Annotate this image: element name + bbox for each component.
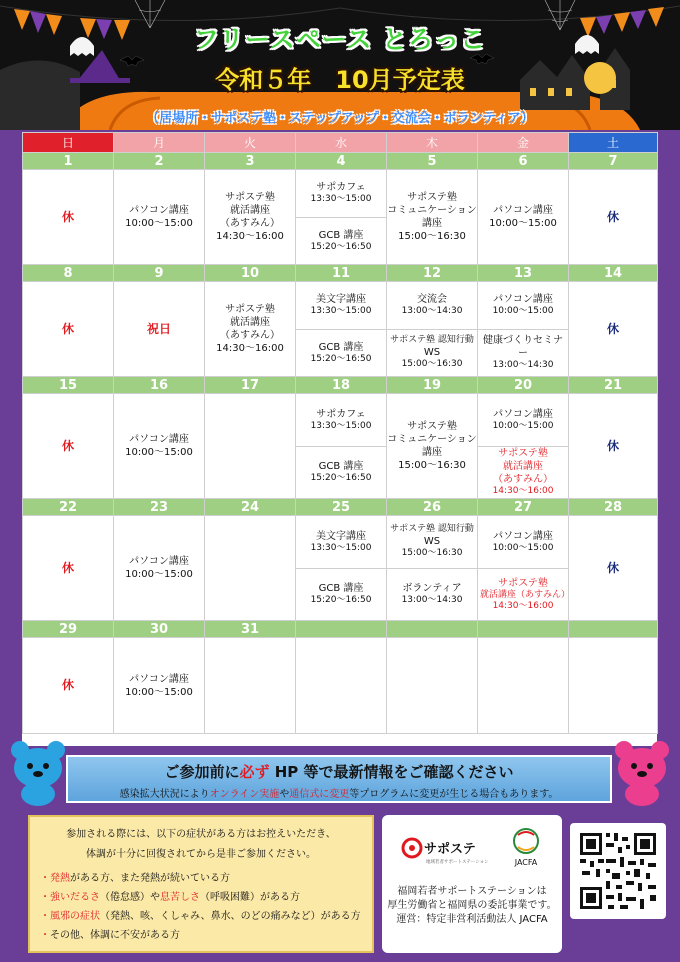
notice-headline [68, 761, 610, 782]
event-text: サポステ塾 [225, 192, 275, 203]
event-text: 13:30〜15:00 [310, 306, 372, 317]
holiday-label: 休 [606, 438, 619, 453]
event-text: 15:20〜16:50 [310, 353, 372, 364]
notice-line1-post: HP 等で最新情報をご確認ください [269, 763, 514, 781]
event-text: 13:30〜15:00 [310, 542, 372, 553]
date-row [23, 153, 658, 170]
org-line-3: 運営：特定非営利活動法人 JACFA [396, 914, 548, 925]
event-top [296, 170, 386, 217]
day-cell [387, 638, 478, 734]
holiday-label: 休 [606, 209, 619, 224]
event-bottom [296, 446, 386, 499]
date-number [296, 621, 387, 638]
day-cell [23, 638, 114, 734]
date-row [23, 499, 658, 516]
date-number: 23 [114, 499, 205, 516]
day-cell [569, 282, 658, 377]
day-cell [205, 638, 296, 734]
date-number: 12 [387, 265, 478, 282]
date-number: 8 [23, 265, 114, 282]
notice-line2-pre: 感染拡大状況により [119, 789, 210, 800]
events-row [23, 516, 658, 621]
date-number [569, 621, 658, 638]
day-cell [569, 394, 658, 499]
date-number: 6 [478, 153, 569, 170]
date-number: 2 [114, 153, 205, 170]
notice-banner [66, 755, 612, 803]
event-text: （あすみん） [220, 218, 280, 229]
event-text: 10:00〜15:00 [492, 542, 554, 553]
qr-code-icon [570, 823, 666, 919]
date-number: 19 [387, 377, 478, 394]
notice-line1-pre: ご参加前に [164, 763, 240, 781]
event-text: サポステ塾 [225, 304, 275, 315]
day-cell [205, 516, 296, 621]
org-line-2: 厚生労働省と福岡県の委託事業です。 [387, 900, 557, 911]
event-top [387, 282, 477, 329]
date-number: 11 [296, 265, 387, 282]
date-number: 4 [296, 153, 387, 170]
day-cell [387, 282, 478, 377]
event-bottom [387, 329, 477, 377]
day-cell [23, 170, 114, 265]
holiday-label: 休 [61, 438, 74, 453]
holiday-label: 休 [61, 560, 74, 575]
date-number: 21 [569, 377, 658, 394]
event-text: 15:00〜16:30 [398, 231, 466, 242]
event-text: 10:00〜15:00 [492, 420, 554, 431]
day-cell [296, 394, 387, 499]
event-text: （あすみん） [220, 330, 280, 341]
event-text: パソコン講座 [493, 294, 553, 306]
event-text: パソコン講座 [129, 434, 189, 445]
event-text: 14:30〜16:00 [216, 343, 284, 354]
symptoms-lead-2: 体調が十分に回復されてから是非ご参加ください。 [86, 849, 316, 860]
date-number: 3 [205, 153, 296, 170]
symptom-item: ・強いだるさ（倦怠感）や息苦しさ（呼吸困難）がある方 [40, 892, 300, 903]
date-row [23, 265, 658, 282]
day-cell [569, 516, 658, 621]
date-number: 7 [569, 153, 658, 170]
event-text: 13:00〜14:30 [492, 360, 554, 371]
day-cell [478, 170, 569, 265]
organization-box [382, 815, 562, 953]
date-number: 10 [205, 265, 296, 282]
date-number: 27 [478, 499, 569, 516]
weekday-tue: 火 [205, 133, 296, 153]
event-bottom [387, 568, 477, 621]
saposute-logo [400, 833, 500, 867]
event-text: サポステ塾 [407, 192, 457, 203]
event-top [296, 516, 386, 568]
event-text: コミュニケーション [387, 205, 477, 216]
holiday-label: 休 [606, 321, 619, 336]
event-text: 14:30〜16:00 [216, 231, 284, 242]
date-number: 18 [296, 377, 387, 394]
holiday-label: 休 [61, 678, 74, 692]
event-top [296, 394, 386, 446]
event-text: 就活講座（あすみん） [480, 589, 571, 600]
day-cell [23, 516, 114, 621]
date-number: 25 [296, 499, 387, 516]
event-text: 13:30〜15:00 [310, 194, 372, 205]
organization-info [386, 885, 558, 927]
date-number: 9 [114, 265, 205, 282]
date-number: 30 [114, 621, 205, 638]
day-cell [114, 638, 205, 734]
day-cell [296, 282, 387, 377]
weekday-header-row [23, 133, 658, 153]
day-cell [114, 516, 205, 621]
day-cell [569, 170, 658, 265]
event-text: 美文字講座 [316, 530, 366, 542]
svg-text:JACFA: JACFA [514, 858, 538, 867]
event-top [478, 394, 568, 446]
day-cell [205, 170, 296, 265]
day-cell [205, 394, 296, 499]
header-banner [0, 0, 680, 130]
event-text: 就活講座 [230, 317, 270, 328]
blue-bear-mascot [8, 738, 68, 806]
event-text: サポステ塾 [407, 421, 457, 432]
events-row [23, 638, 658, 734]
date-row [23, 621, 658, 638]
events-row [23, 394, 658, 499]
event-text: 講座 [422, 218, 442, 229]
day-cell [296, 170, 387, 265]
event-text: 10:00〜15:00 [125, 569, 193, 580]
weekday-wed: 水 [296, 133, 387, 153]
event-text: 13:30〜15:00 [310, 420, 372, 431]
day-cell [387, 516, 478, 621]
event-text: 15:00〜16:30 [398, 460, 466, 471]
day-cell [478, 516, 569, 621]
event-bottom [296, 217, 386, 265]
event-text: パソコン講座 [493, 530, 553, 542]
page-title: フリースペース とろっこ [193, 25, 487, 54]
date-number: 14 [569, 265, 658, 282]
holiday-label: 休 [61, 209, 74, 224]
notice-online-highlight: オンライン実施 [209, 789, 280, 800]
symptom-item: ・風邪の症状（発熱、咳、くしゃみ、鼻水、のどの痛みなど）がある方 [40, 911, 361, 922]
weekday-sun: 日 [23, 133, 114, 153]
event-text: 15:20〜16:50 [310, 473, 372, 484]
event-text: 10:00〜15:00 [489, 218, 557, 229]
event-top [478, 282, 568, 329]
date-number: 22 [23, 499, 114, 516]
day-cell [114, 394, 205, 499]
weekday-sat: 土 [569, 133, 658, 153]
event-text: サポステ塾 認知行動 [390, 335, 474, 346]
day-cell [387, 170, 478, 265]
event-text: 13:00〜14:30 [401, 595, 463, 606]
day-cell [478, 638, 569, 734]
event-text: コミュニケーション [387, 434, 477, 445]
symptoms-box [28, 815, 374, 953]
symptom-item: ・発熱がある方、また発熱が続いている方 [40, 873, 230, 884]
date-number: 26 [387, 499, 478, 516]
event-text: 就活講座 [503, 461, 543, 473]
events-row [23, 282, 658, 377]
program-categories: （居場所・サポステ塾・ステップアップ・交流会・ボランティア） [146, 111, 534, 126]
day-cell [478, 282, 569, 377]
event-text: ボランティア [402, 583, 462, 595]
weekday-mon: 月 [114, 133, 205, 153]
event-text: 14:30〜16:00 [492, 600, 554, 611]
event-text: サポカフェ [316, 182, 366, 194]
date-number: 13 [478, 265, 569, 282]
day-cell [478, 394, 569, 499]
notice-change-highlight: 通信式に変更 [289, 789, 350, 800]
event-top [387, 516, 477, 568]
event-text: サポステ塾 認知行動 [390, 524, 474, 535]
schedule-title: 令和５年 10月予定表 [215, 66, 465, 94]
event-text: サポステ塾 [498, 577, 548, 589]
notice-line2-mid: や [279, 789, 290, 800]
event-text: パソコン講座 [493, 205, 553, 216]
date-number: 15 [23, 377, 114, 394]
event-text: 健康づくりセミナー [483, 335, 563, 360]
calendar [22, 132, 657, 746]
event-text: 15:00〜16:30 [401, 359, 463, 370]
event-bottom [478, 329, 568, 377]
event-bottom [296, 568, 386, 621]
event-bottom [478, 446, 568, 499]
day-cell [23, 282, 114, 377]
event-text: 15:20〜16:50 [310, 241, 372, 252]
event-text: 交流会 [417, 294, 447, 306]
date-number: 5 [387, 153, 478, 170]
event-text: WS [423, 347, 441, 359]
holiday-label: 休 [61, 321, 74, 336]
event-text: WS [423, 536, 441, 548]
day-cell [205, 282, 296, 377]
date-number: 29 [23, 621, 114, 638]
pink-bear-mascot [612, 738, 672, 806]
weekday-thu: 木 [387, 133, 478, 153]
day-cell [387, 394, 478, 499]
notice-line2-post: 等プログラムに変更が生じる場合もあります。 [349, 789, 559, 800]
svg-text:サポステ: サポステ [424, 842, 476, 857]
day-cell [296, 516, 387, 621]
notice-line1-highlight: 必ず [239, 763, 270, 781]
event-text: 10:00〜15:00 [125, 447, 193, 458]
event-top [296, 282, 386, 329]
event-text: 14:30〜16:00 [492, 486, 554, 497]
svg-text:地域若者サポートステーション: 地域若者サポートステーション [426, 860, 489, 865]
event-bottom [296, 329, 386, 377]
date-number: 28 [569, 499, 658, 516]
event-text: 15:20〜16:50 [310, 595, 372, 606]
event-top [478, 516, 568, 568]
event-text: 講座 [422, 447, 442, 458]
event-text: （あすみん） [493, 474, 553, 486]
event-text: GCB 講座 [318, 229, 364, 241]
holiday-label: 休 [606, 560, 619, 575]
symptom-item: ・その他、体調に不安がある方 [40, 930, 180, 941]
event-text: パソコン講座 [129, 556, 189, 567]
jacfa-logo [506, 825, 546, 869]
symptoms-lead-1: 参加される際には、以下の症状がある方はお控えいただき、 [66, 829, 336, 840]
day-cell [569, 638, 658, 734]
event-text: GCB 講座 [318, 583, 364, 595]
day-cell [23, 394, 114, 499]
calendar-table [22, 132, 658, 734]
events-row [23, 170, 658, 265]
date-number [478, 621, 569, 638]
date-row [23, 377, 658, 394]
event-text: パソコン講座 [493, 408, 553, 420]
event-text: 就活講座 [230, 205, 270, 216]
symptoms-list [40, 869, 362, 945]
event-text: パソコン講座 [129, 205, 189, 216]
event-text: パソコン講座 [129, 673, 189, 685]
weekday-fri: 金 [478, 133, 569, 153]
event-text: 10:00〜15:00 [492, 306, 554, 317]
event-text: GCB 講座 [318, 341, 364, 353]
day-cell [296, 638, 387, 734]
date-number: 24 [205, 499, 296, 516]
event-text: サポカフェ [316, 408, 366, 420]
event-text: 10:00〜15:00 [125, 686, 193, 698]
date-number: 1 [23, 153, 114, 170]
org-line-1: 福岡若者サポートステーションは [397, 886, 547, 897]
day-cell [114, 170, 205, 265]
event-text: 10:00〜15:00 [125, 218, 193, 229]
date-number: 16 [114, 377, 205, 394]
event-text: 美文字講座 [316, 294, 366, 306]
notice-detail [68, 785, 610, 800]
date-number: 20 [478, 377, 569, 394]
event-bottom [478, 568, 571, 621]
event-text: GCB 講座 [318, 461, 364, 473]
date-number: 17 [205, 377, 296, 394]
day-cell [114, 282, 205, 377]
event-text: 15:00〜16:30 [401, 548, 463, 559]
date-number: 31 [205, 621, 296, 638]
qr-code[interactable] [570, 823, 666, 919]
event-text: サポステ塾 [498, 448, 548, 460]
date-number [387, 621, 478, 638]
event-text: 13:00〜14:30 [401, 306, 463, 317]
holiday-label: 祝日 [146, 321, 171, 336]
